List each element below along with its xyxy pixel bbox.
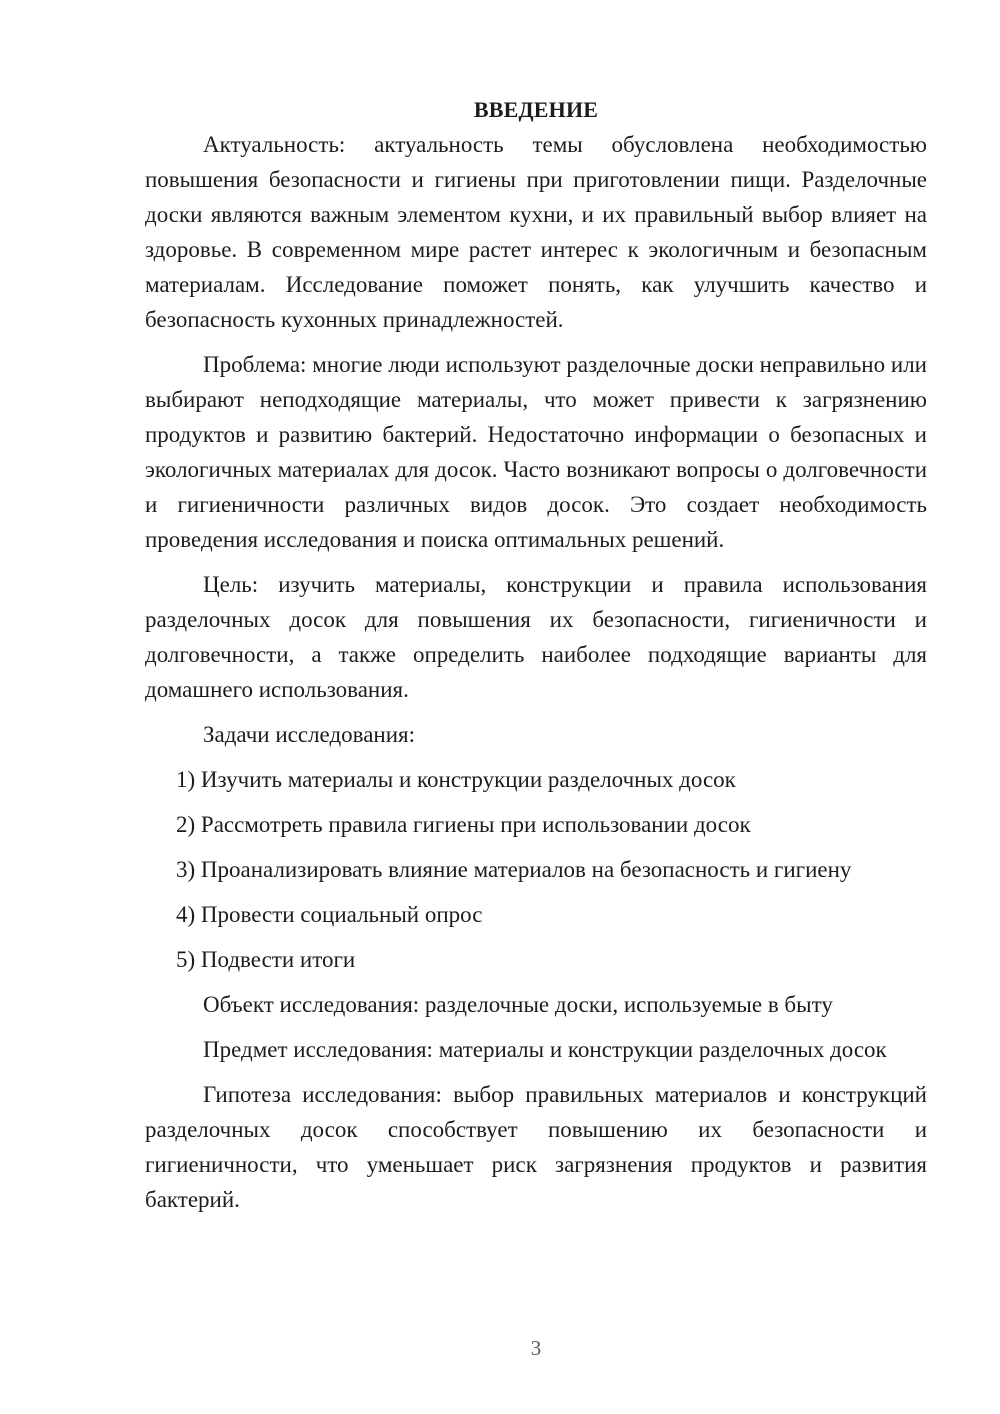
list-item: 1) Изучить материалы и конструкции разделочных досок xyxy=(176,767,736,792)
tasks-heading: Задачи исследования: xyxy=(203,722,416,747)
hypothesis-paragraph: Гипотеза исследования: выбор правильных материалов и конструкций разделочных досок способствует повышению их безопасности и гигиеничности, что уменьшает риск загрязнения продуктов и развития бактерий. xyxy=(145,1082,927,1212)
problem-paragraph: Проблема: многие люди используют разделочные доски неправильно или выбирают неподходящие материалы, что может привести к загрязнению продуктов и развитию бактерий. Недостаточно информации о безопасных и экологичных материалах для досок. Часто возникают вопросы о долговечности и гигиеничности различных видов досок. Это создает необходимость проведения исследования и поиска оптимальных решений. xyxy=(145,352,927,552)
page-title: ВВЕДЕНИЕ xyxy=(473,97,599,122)
list-item: 2) Рассмотреть правила гигиены при использовании досок xyxy=(176,812,751,837)
tasks-list xyxy=(145,762,927,977)
object-paragraph: Объект исследования: разделочные доски, используемые в быту xyxy=(203,992,833,1017)
list-item: 4) Провести социальный опрос xyxy=(176,902,483,927)
page-body xyxy=(145,92,927,1227)
relevance-paragraph: Актуальность: актуальность темы обусловлена необходимостью повышения безопасности и гигиены при приготовлении пищи. Разделочные доски являются важным элементом кухни, и их правильный выбор влияет на здоровье. В современном мире растет интерес к экологичным и безопасным материалам. Исследование поможет понять, как улучшить качество и безопасность кухонных принадлежностей. xyxy=(145,132,927,332)
subject-paragraph: Предмет исследования: материалы и конструкции разделочных досок xyxy=(203,1037,887,1062)
list-item: 3) Проанализировать влияние материалов на безопасность и гигиену xyxy=(176,857,852,882)
goal-paragraph: Цель: изучить материалы, конструкции и правила использования разделочных досок для повышения их безопасности, гигиеничности и долговечности, а также определить наиболее подходящие варианты для домашнего использования. xyxy=(145,572,927,702)
list-item: 5) Подвести итоги xyxy=(176,947,356,972)
page-number: 3 xyxy=(530,1336,542,1360)
